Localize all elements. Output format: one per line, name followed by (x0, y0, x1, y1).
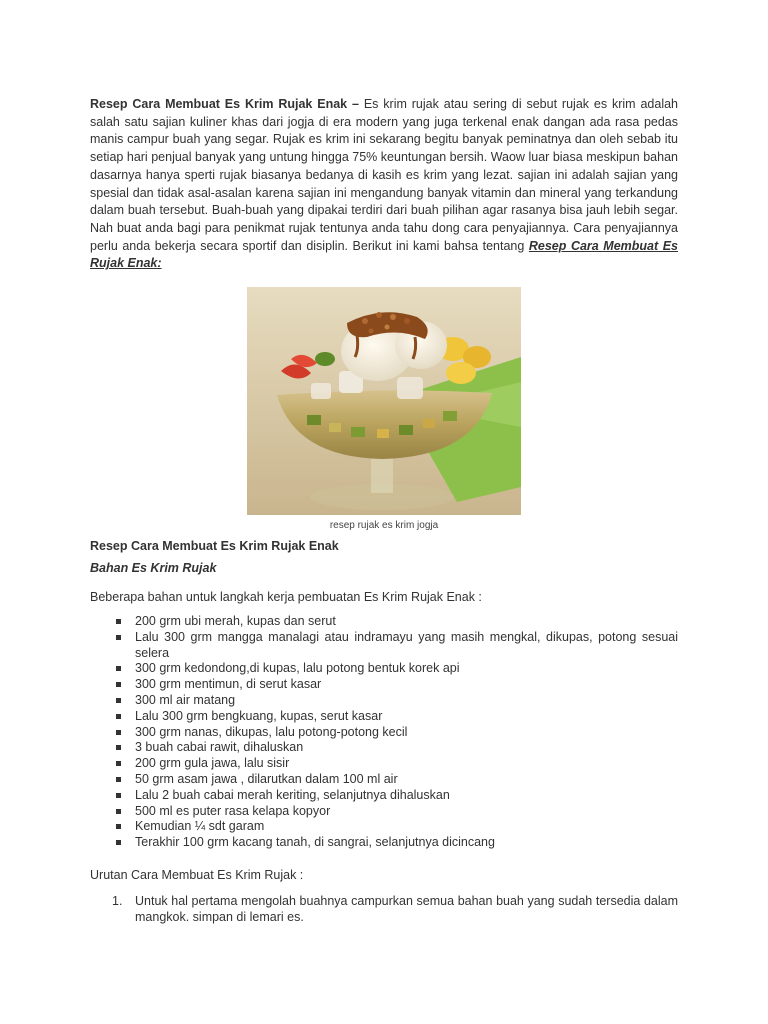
list-item: Lalu 300 grm bengkuang, kupas, serut kasar (90, 709, 678, 725)
recipe-link[interactable]: Resep Cara Membuat Es Rujak Enak: (90, 238, 678, 271)
ingredients-list (90, 614, 678, 851)
list-item: 3 buah cabai rawit, dihaluskan (90, 740, 678, 756)
steps-intro: Urutan Cara Membuat Es Krim Rujak : (90, 868, 304, 882)
recipe-title: Resep Cara Membuat Es Krim Rujak Enak (90, 539, 339, 553)
step-number: 1. (112, 894, 123, 908)
list-item: Terakhir 100 grm kacang tanah, di sangrai, selanjutnya dicincang (90, 835, 678, 851)
document-page (90, 96, 678, 924)
list-item: Lalu 300 grm mangga manalagi atau indramayu yang masih mengkal, dikupas, potong sesuai selera (90, 630, 678, 662)
intro-paragraph (90, 96, 678, 273)
step-item (90, 894, 678, 926)
steps-list (90, 894, 678, 926)
ingredients-intro: Beberapa bahan untuk langkah kerja pembuatan Es Krim Rujak Enak : (90, 590, 482, 604)
list-item: 300 grm mentimun, di serut kasar (90, 677, 678, 693)
photo-caption: resep rujak es krim jogja (329, 520, 439, 531)
intro-body: Es krim rujak atau sering di sebut rujak es krim adalah salah satu sajian kuliner khas dari jogja di era modern yang juga terkenal enak dangan ada rasa pedas manis campur buah yang segar. Rujak es krim ini sekarang begitu banyak peminatnya dan oleh sebab itu setiap hari penjual banyak yang untung hingga 75% keuntungan bersih. Waow luar biasa meskipun bahan dasarnya hanya sperti rujak biasanya bedanya di kasih es krim yang lezat. sajian ini adalah sajian yang spesial dan tidak asal-asalan karena sajian ini mengandung banyak vitamin dan mineral yang terkandung dalam buah tersebut. Buah-buah yang dipakai terdiri dari buah pilihan agar rasanya bisa jauh lebih segar. Nah buat anda bagi para penikmat rujak tentunya anda tahu dong cara penyajiannya. Cara penyajiannya perlu anda bekerja secara sportif dan disiplin. Berikut ini kami bahsa tentang (90, 97, 678, 253)
list-item: 300 ml air matang (90, 693, 678, 709)
list-item: 50 grm asam jawa , dilarutkan dalam 100 ml air (90, 772, 678, 788)
list-item: 500 ml es puter rasa kelapa kopyor (90, 804, 678, 820)
dessert-photo (247, 287, 521, 515)
intro-lead: Resep Cara Membuat Es Krim Rujak Enak – (90, 97, 359, 111)
list-item: 200 grm ubi merah, kupas dan serut (90, 614, 678, 630)
list-item: Kemudian ¼ sdt garam (90, 819, 678, 835)
step-text: Untuk hal pertama mengolah buahnya campurkan semua bahan buah yang sudah tersedia dalam mangkok. simpan di lemari es. (135, 894, 678, 924)
ingredients-heading: Bahan Es Krim Rujak (90, 561, 217, 575)
list-item: 200 grm gula jawa, lalu sisir (90, 756, 678, 772)
list-item: 300 grm kedondong,di kupas, lalu potong bentuk korek api (90, 661, 678, 677)
dessert-image (247, 287, 521, 515)
list-item: 300 grm nanas, dikupas, lalu potong-potong kecil (90, 725, 678, 741)
list-item: Lalu 2 buah cabai merah keriting, selanjutnya dihaluskan (90, 788, 678, 804)
